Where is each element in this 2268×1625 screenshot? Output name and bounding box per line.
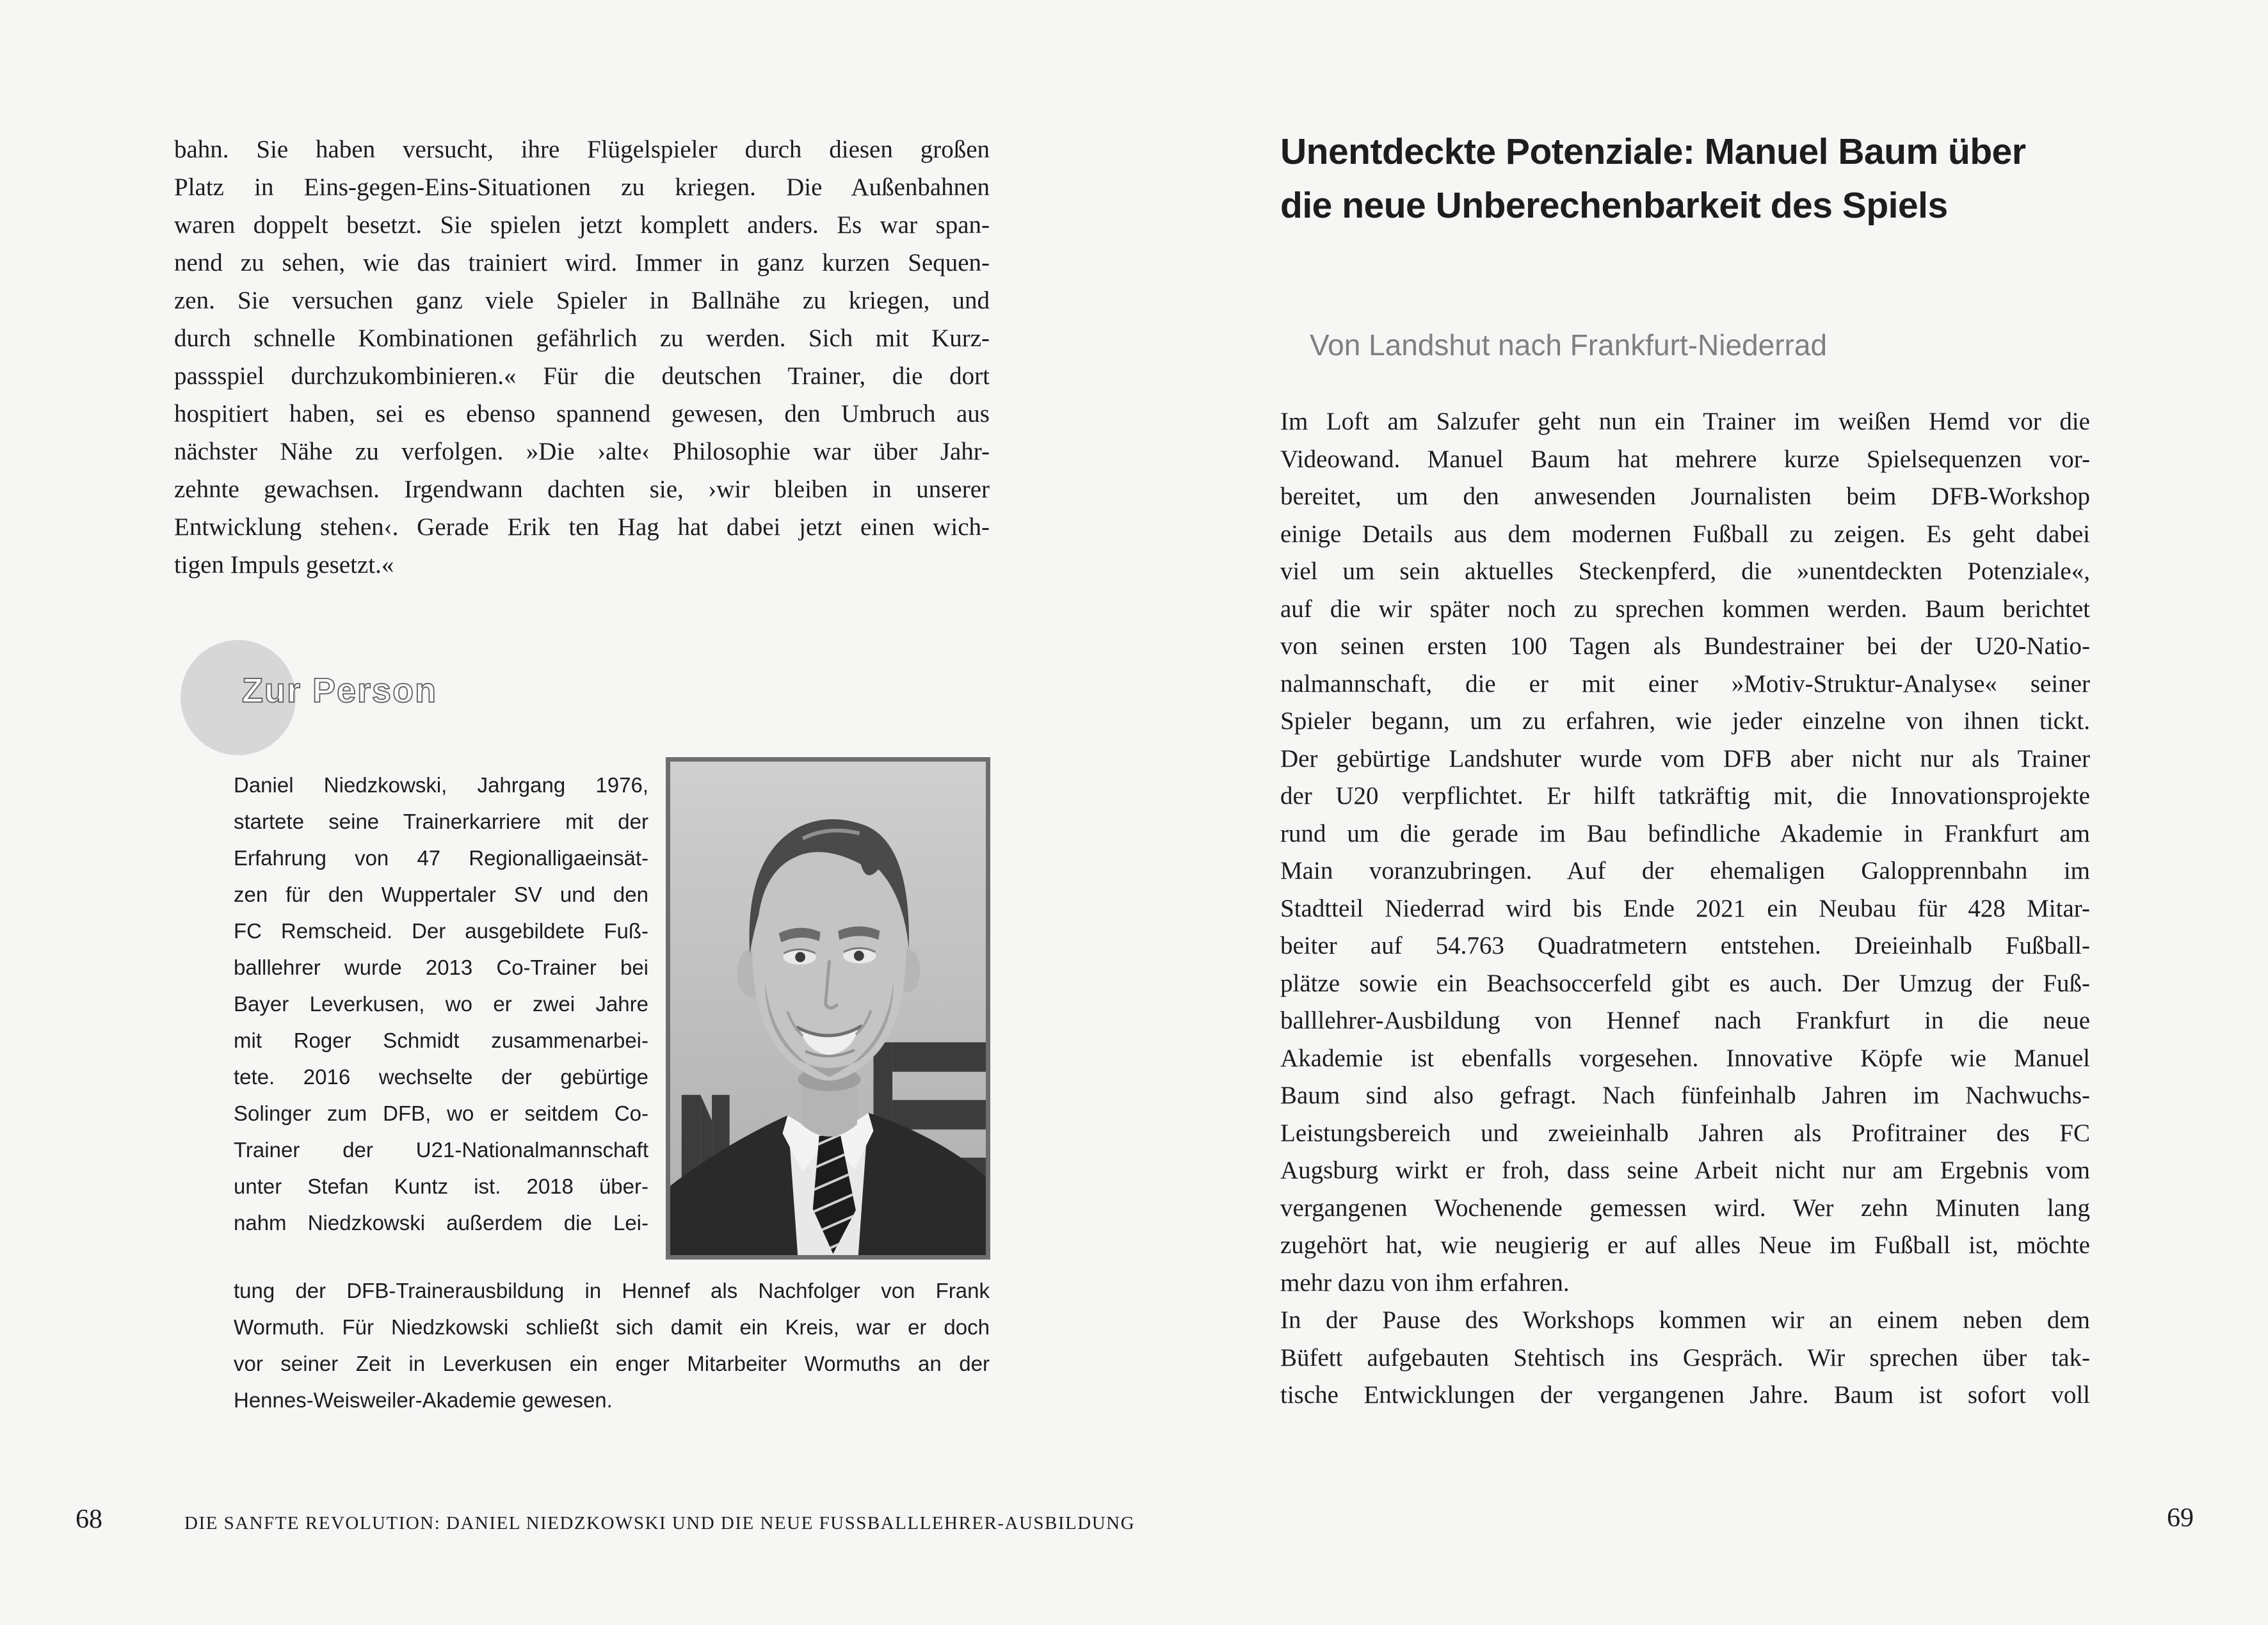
text-line: Der gebürtige Landshuter wurde vom DFB aber nicht nur als Trainer	[1280, 744, 2090, 772]
text-line: Bayer Leverkusen, wo er zwei Jahre	[234, 992, 648, 1016]
text-line: bereitet, um den anwesenden Journalisten beim DFB-Workshop	[1280, 483, 2090, 510]
text-line: Akademie ist ebenfalls vorgesehen. Innovative Köpfe wie Manuel	[1280, 1044, 2090, 1072]
body-paragraph-2	[1280, 1302, 2090, 1414]
text-line: Platz in Eins-gegen-Eins-Situationen zu kriegen. Die Außenbahnen	[174, 173, 990, 201]
text-line: auf die wir später noch zu sprechen kommen werden. Baum berichtet	[1280, 595, 2090, 623]
text-line: Büfett aufgebauten Stehtisch ins Gespräch. Wir sprechen über tak-	[1280, 1343, 2090, 1372]
text-line: mit Roger Schmidt zusammenarbei-	[234, 1029, 648, 1052]
text-line: tete. 2016 wechselte der gebürtige	[234, 1065, 648, 1089]
text-line: Videowand. Manuel Baum hat mehrere kurze Spielsequenzen vor-	[1280, 445, 2090, 473]
person-box-label: Zur Person	[242, 671, 438, 710]
body-paragraph-1	[1280, 403, 2090, 1302]
text-line: In der Pause des Workshops kommen wir an einem neben dem	[1280, 1306, 2090, 1334]
text-line: zehnte gewachsen. Irgendwann dachten sie, ›wir bleiben in unserer	[174, 476, 990, 503]
text-line: Entwicklung stehen‹. Gerade Erik ten Hag hat dabei jetzt einen wich-	[174, 513, 990, 541]
heading-line: die neue Unberechenbarkeit des Spiels	[1280, 185, 1948, 226]
text-line: rund um die gerade im Bau befindliche Akademie in Frankfurt am	[1280, 819, 2090, 847]
text-line: Wormuth. Für Niedzkowski schließt sich damit ein Kreis, war er doch	[234, 1315, 990, 1339]
text-line: Hennes-Weisweiler-Akademie gewesen.	[234, 1388, 613, 1412]
text-line: Spieler begann, um zu erfahren, wie jeder einzelne von ihnen tickt.	[1280, 707, 2090, 735]
text-line: waren doppelt besetzt. Sie spielen jetzt komplett anders. Es war span-	[174, 211, 990, 239]
text-line: nahm Niedzkowski außerdem die Lei-	[234, 1211, 648, 1235]
chapter-heading	[1280, 125, 2132, 232]
text-line: vergangenen Wochenende gemessen wird. Wer zehn Minuten lang	[1280, 1194, 2090, 1222]
running-title: DIE SANFTE REVOLUTION: DANIEL NIEDZKOWSKI UND DIE NEUE FUSSBALLLEHRER-AUSBILDUNG	[184, 1513, 1136, 1533]
text-line: Main voranzubringen. Auf der ehemaligen Galopprennbahn im	[1280, 857, 2090, 885]
text-line: vor seiner Zeit in Leverkusen ein enger Mitarbeiter Wormuths an der	[234, 1352, 990, 1375]
page-number-right: 69	[2167, 1503, 2194, 1533]
text-line: Leistungsbereich und zweieinhalb Jahren als Profitrainer des FC	[1280, 1119, 2090, 1147]
text-line: tigen Impuls gesetzt.«	[174, 551, 394, 579]
text-line: balllehrer-Ausbildung von Hennef nach Frankfurt in die neue	[1280, 1007, 2090, 1034]
text-line: tische Entwicklungen der vergangenen Jahre. Baum ist sofort voll	[1280, 1381, 2090, 1409]
portrait-photo-illustration	[670, 762, 986, 1255]
heading-line: Unentdeckte Potenziale: Manuel Baum über	[1280, 131, 2026, 172]
text-line: plätze sowie ein Beachsoccerfeld gibt es auch. Der Umzug der Fuß-	[1280, 969, 2090, 997]
portrait-photo	[666, 757, 990, 1260]
text-line: zen für den Wuppertaler SV und den	[234, 883, 648, 906]
text-line: Stadtteil Niederrad wird bis Ende 2021 ein Neubau für 428 Mitar-	[1280, 894, 2090, 922]
text-line: Baum sind also gefragt. Nach fünfeinhalb Jahren im Nachwuchs-	[1280, 1082, 2090, 1109]
text-line: tung der DFB-Trainerausbildung in Hennef als Nachfolger von Frank	[234, 1279, 990, 1302]
body-paragraph-continued	[174, 131, 990, 584]
text-line: der U20 verpflichtet. Er hilft tatkräftig mit, die Innovationsprojekte	[1280, 782, 2090, 810]
text-line: passspiel durchzukombinieren.« Für die deutschen Trainer, die dort	[174, 362, 990, 390]
text-line: FC Remscheid. Der ausgebildete Fuß-	[234, 919, 648, 943]
chapter-subheading: Von Landshut nach Frankfurt-Niederrad	[1310, 328, 1828, 362]
text-line: Erfahrung von 47 Regionalligaeinsät-	[234, 846, 648, 870]
text-line: balllehrer wurde 2013 Co-Trainer bei	[234, 956, 648, 979]
text-line: nächster Nähe zu verfolgen. »Die ›alte‹ Philosophie war über Jahr-	[174, 438, 990, 465]
text-line: Augsburg wirkt er froh, dass seine Arbeit nicht nur am Ergebnis vom	[1280, 1157, 2090, 1184]
person-bio-full-width	[234, 1272, 990, 1418]
text-line: Daniel Niedzkowski, Jahrgang 1976,	[234, 773, 648, 797]
text-line: Trainer der U21-Nationalmannschaft	[234, 1138, 648, 1162]
text-line: startete seine Trainerkarriere mit der	[234, 810, 648, 833]
text-line: zugehört hat, wie neugierig er auf alles Neue im Fußball ist, möchte	[1280, 1231, 2090, 1259]
text-line: viel um sein aktuelles Steckenpferd, die »unentdeckten Potenziale«,	[1280, 557, 2090, 585]
page-number-left: 68	[76, 1505, 102, 1534]
text-line: mehr dazu von ihm erfahren.	[1280, 1269, 1570, 1297]
text-line: Solinger zum DFB, wo er seitdem Co-	[234, 1101, 648, 1125]
text-line: nalmannschaft, die er mit einer »Motiv-Struktur-Analyse« seiner	[1280, 669, 2090, 698]
person-bio-narrow-column	[234, 767, 648, 1241]
text-line: beiter auf 54.763 Quadratmetern entstehen. Dreieinhalb Fußball-	[1280, 932, 2090, 959]
text-line: zen. Sie versuchen ganz viele Spieler in Ballnähe zu kriegen, und	[174, 287, 990, 314]
text-line: unter Stefan Kuntz ist. 2018 über-	[234, 1174, 648, 1198]
text-line: nend zu sehen, wie das trainiert wird. Immer in ganz kurzen Sequen-	[174, 249, 990, 276]
text-line: hospitiert haben, sei es ebenso spannend gewesen, den Umbruch aus	[174, 400, 990, 428]
text-line: von seinen ersten 100 Tagen als Bundestrainer bei der U20-Natio-	[1280, 632, 2090, 660]
text-line: durch schnelle Kombinationen gefährlich zu werden. Sich mit Kurz-	[174, 324, 990, 352]
text-line: bahn. Sie haben versucht, ihre Flügelspieler durch diesen großen	[174, 136, 990, 163]
text-line: einige Details aus dem modernen Fußball zu zeigen. Es geht dabei	[1280, 520, 2090, 548]
text-line: Im Loft am Salzufer geht nun ein Trainer im weißen Hemd vor die	[1280, 408, 2090, 435]
